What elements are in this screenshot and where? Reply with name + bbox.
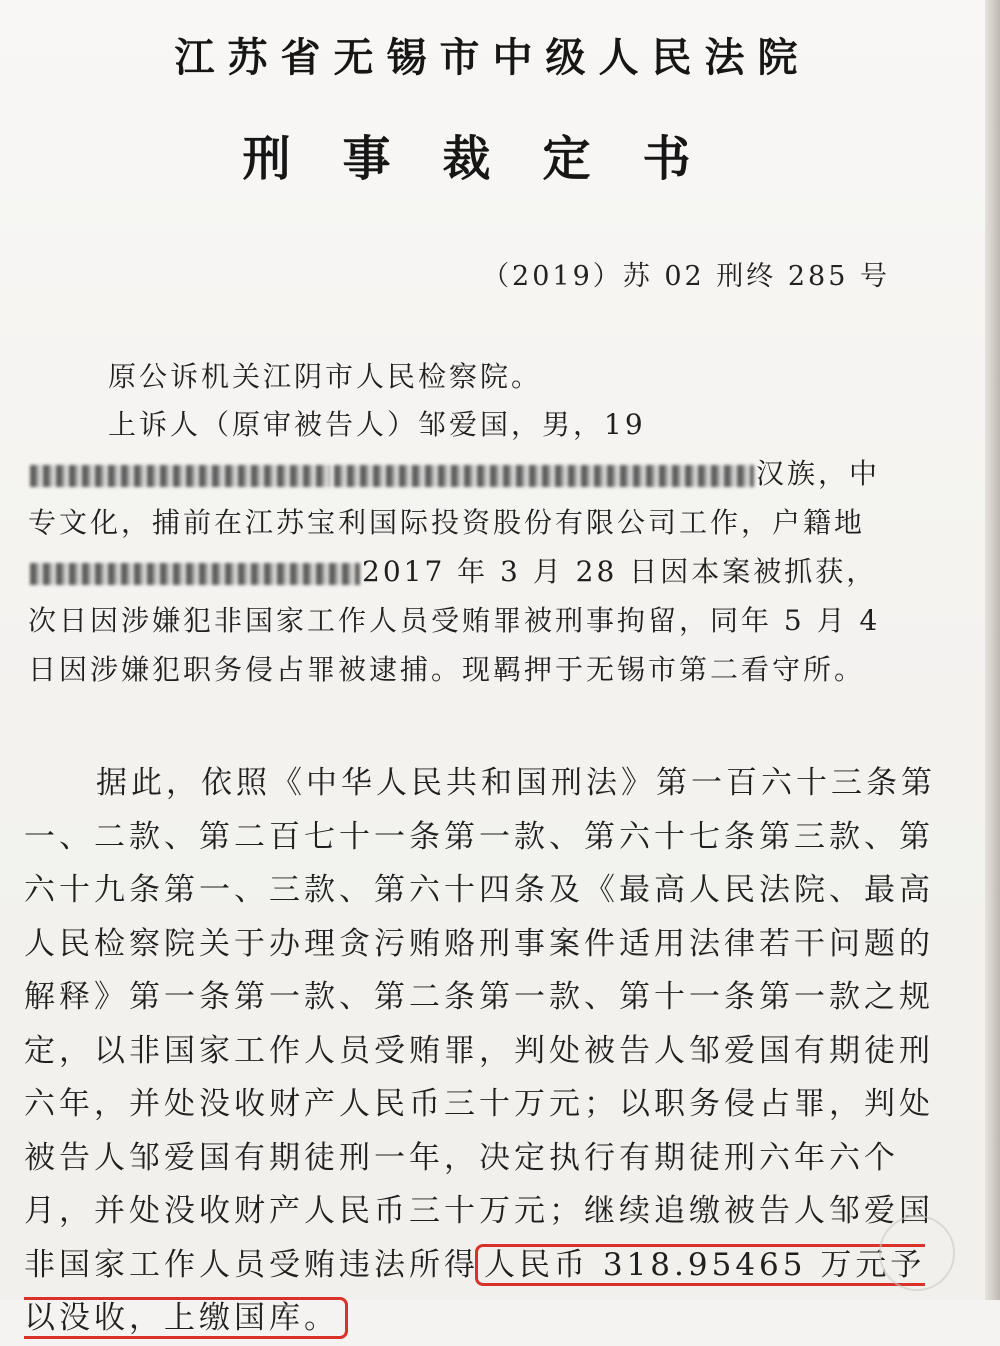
redaction-mark bbox=[30, 465, 330, 487]
court-name: 江苏省无锡市中级人民法院 bbox=[174, 34, 811, 81]
redaction-mark bbox=[30, 563, 360, 585]
ruling-paragraph bbox=[24, 757, 954, 1346]
appellant-paragraph bbox=[28, 400, 900, 694]
case-number: （2019）苏 02 刑终 285 号 bbox=[482, 261, 890, 292]
highlighted-amount: 人民币 318.95465 万元予以没收，上缴国库。 bbox=[24, 1244, 925, 1340]
appellant-detention: 2017 年 3 月 28 日因本案被抓获，次日因涉嫌犯非国家工作人员受贿罪被刑事拘留，同年 5 月 4 日因涉嫌犯职务侵占罪被逮捕。现羁押于无锡市第二看守所。 bbox=[28, 555, 881, 686]
document-type-title: 刑事裁定书 bbox=[242, 131, 743, 187]
appellant-intro: 上诉人（原审被告人）邹爱国，男，19 bbox=[108, 408, 646, 441]
appellant-mid: 汉族，中专文化，捕前在江苏宝利国际投资股份有限公司工作，户籍地 bbox=[28, 457, 881, 539]
ruling-text: 据此，依照《中华人民共和国刑法》第一百六十三条第一、二款、第二百七十一条第一款、第六十七条第三款、第六十九条第一、三款、第六十四条及《最高人民法院、最高人民检察院关于办理贪污贿赂刑事案件适用法律若干问题的解释》第一条第一款、第二条第一款、第十一条第一款之规定，以非国家工作人员受贿罪，判处被告人邹爱国有期徒刑六年，并处没收财产人民币三十万元；以职务侵占罪，判处被告人邹爱国有期徒刑一年，决定执行有期徒刑六年六个月，并处没收财产人民币三十万元；继续追缴被告人邹爱国非国家工作人员受贿违法所得 bbox=[24, 765, 936, 1283]
page-edge-shadow bbox=[985, 0, 1000, 1300]
watermark-seal-icon bbox=[879, 1215, 955, 1291]
prosecutor-paragraph bbox=[28, 352, 900, 401]
redaction-mark bbox=[334, 465, 754, 487]
prosecutor-text: 原公诉机关江阴市人民检察院。 bbox=[108, 360, 543, 393]
